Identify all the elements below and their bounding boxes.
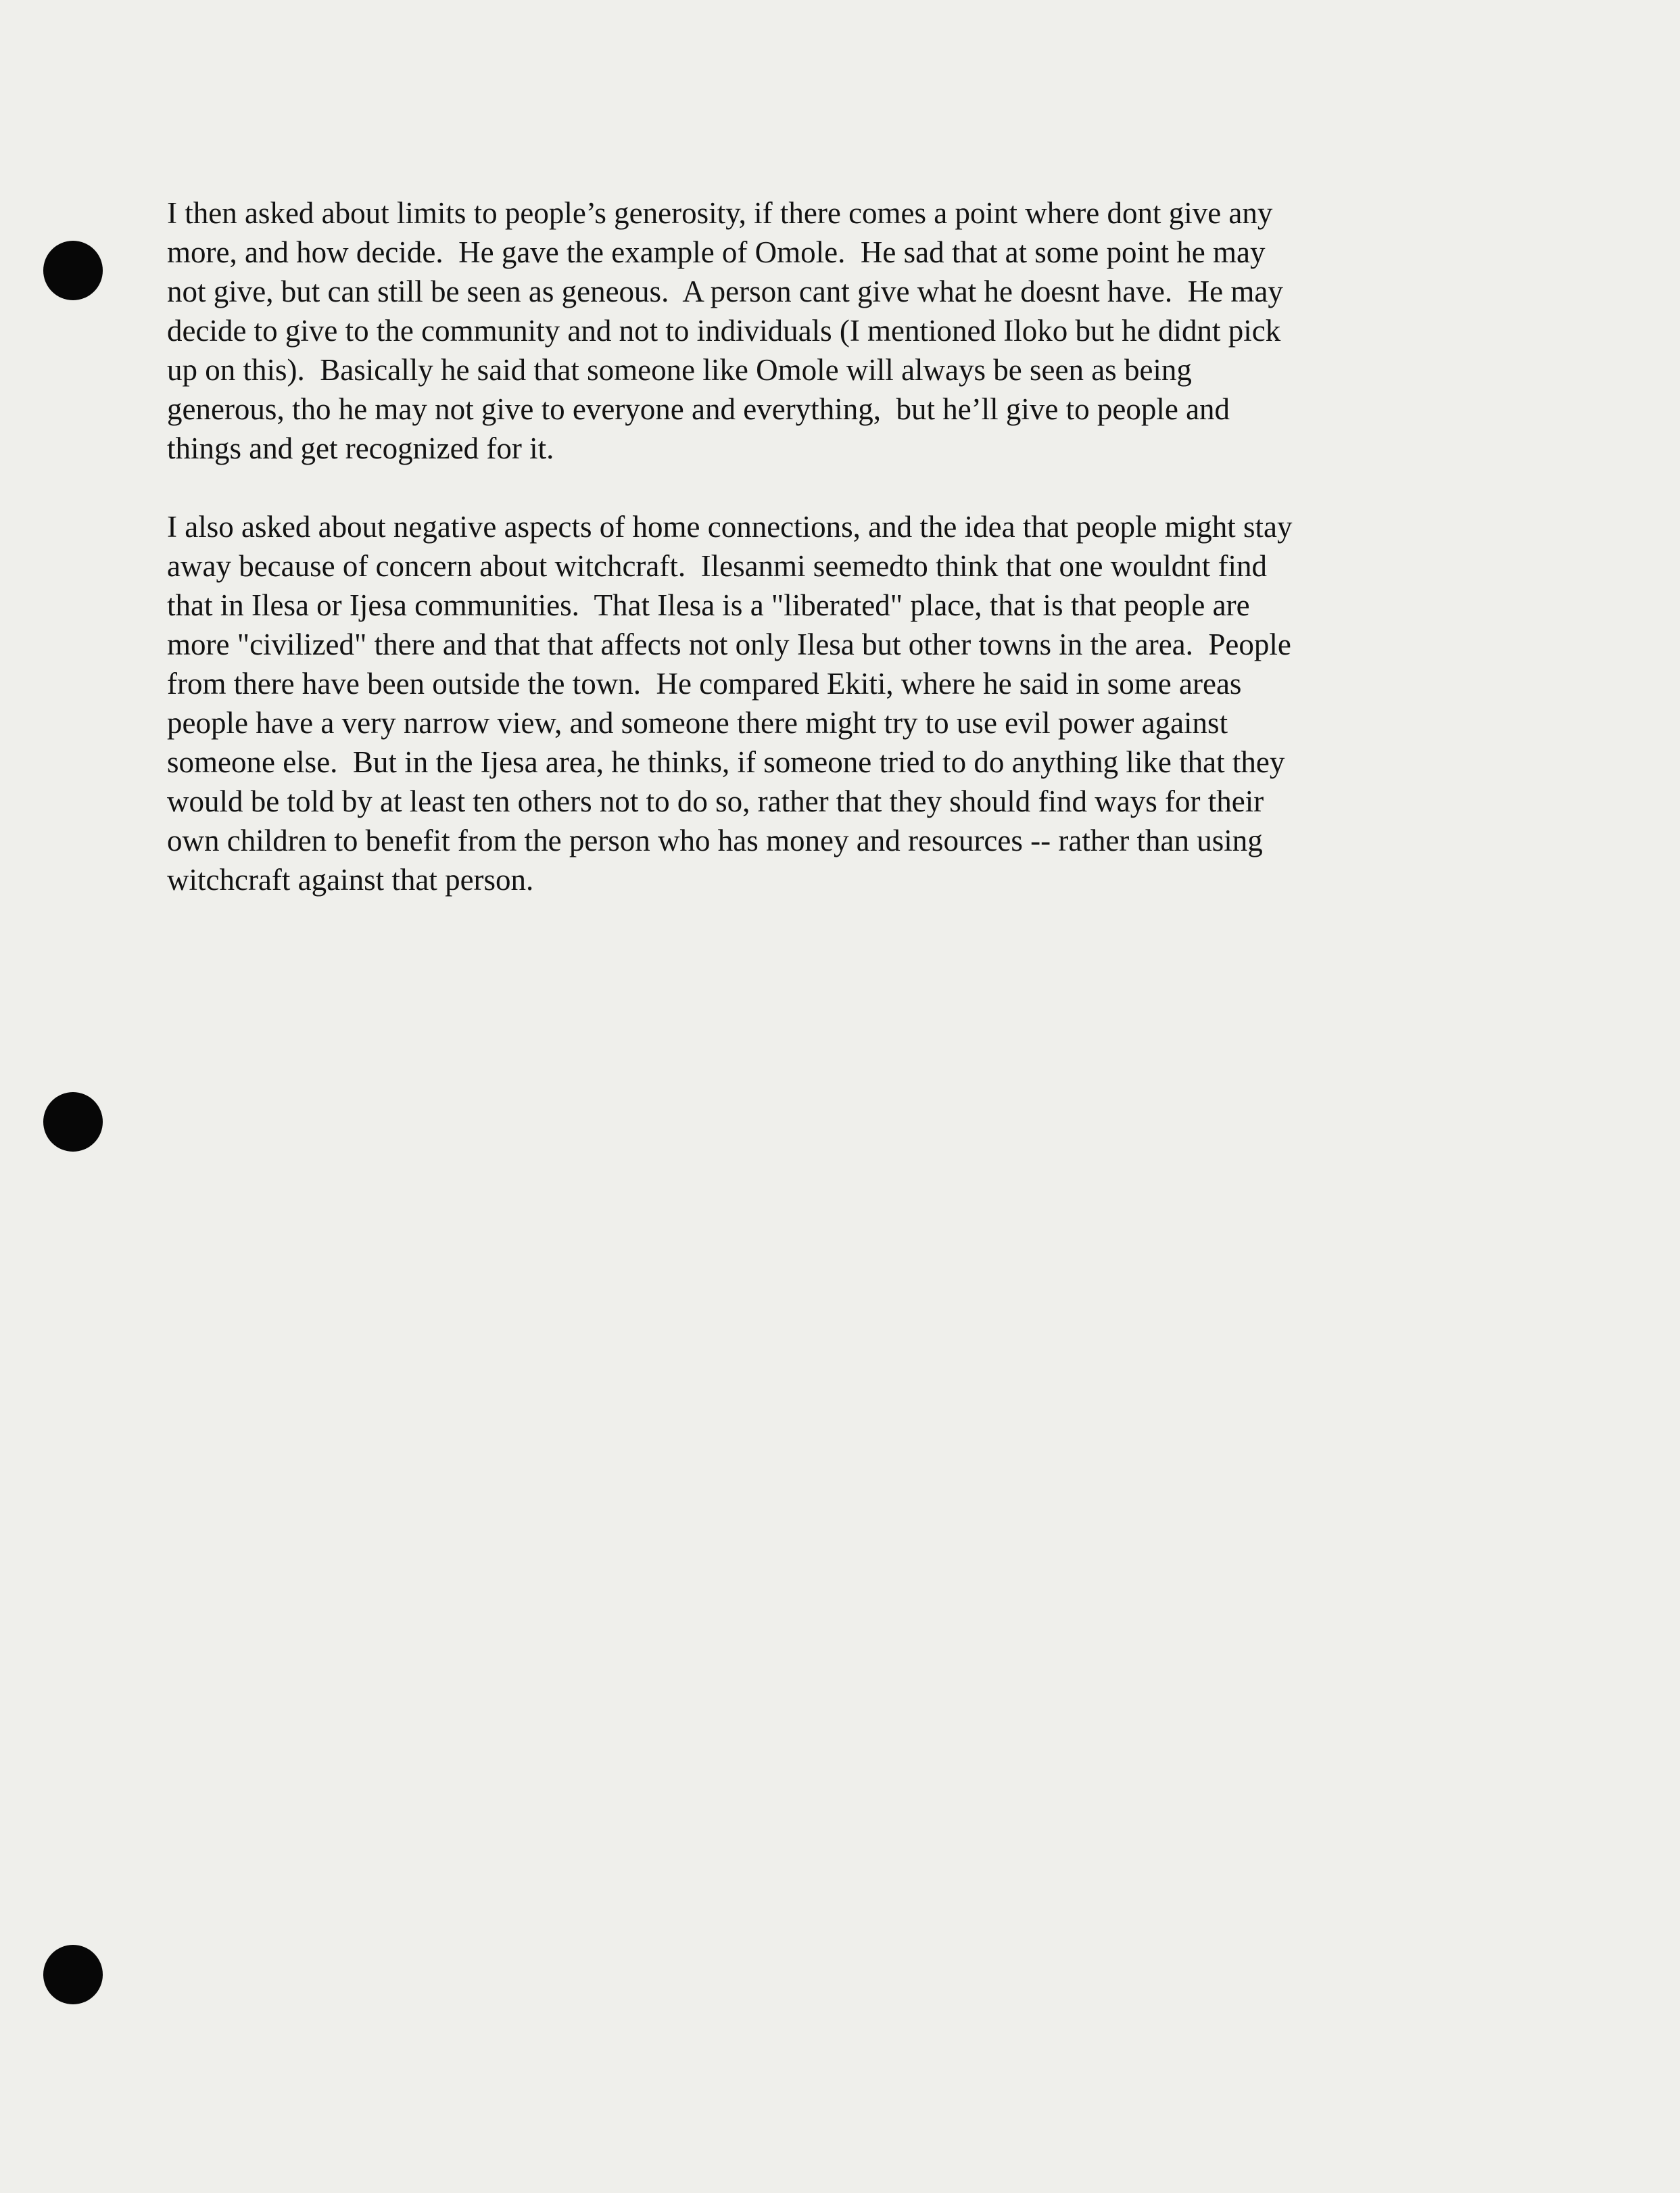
text-line: own children to benefit from the person who has money and resources -- rather than using xyxy=(167,824,1263,857)
text-line: away because of concern about witchcraft. Ilesanmi seemedto think that one wouldnt find xyxy=(167,549,1267,583)
paragraph-witchcraft xyxy=(167,507,1526,899)
document-body xyxy=(167,193,1526,899)
text-line: that in Ilesa or Ijesa communities. That Ilesa is a "liberated" place, that is that people are xyxy=(167,588,1250,622)
text-line: generous, tho he may not give to everyone and everything, but he’ll give to people and xyxy=(167,392,1230,426)
punch-hole xyxy=(43,1092,103,1152)
text-line: not give, but can still be seen as geneous. A person cant give what he doesnt have. He may xyxy=(167,275,1283,308)
text-line: things and get recognized for it. xyxy=(167,431,554,465)
text-line: witchcraft against that person. xyxy=(167,863,534,897)
text-line: up on this). Basically he said that someone like Omole will always be seen as being xyxy=(167,353,1192,387)
text-line: decide to give to the community and not to individuals (I mentioned Iloko but he didnt pick xyxy=(167,314,1281,348)
punch-hole xyxy=(43,241,103,300)
text-line: would be told by at least ten others not to do so, rather that they should find ways for their xyxy=(167,784,1264,818)
text-line: someone else. But in the Ijesa area, he thinks, if someone tried to do anything like that they xyxy=(167,745,1285,779)
punch-hole xyxy=(43,1945,103,2004)
text-line: I also asked about negative aspects of home connections, and the idea that people might stay xyxy=(167,510,1293,544)
paragraph-generosity xyxy=(167,193,1526,468)
text-line: people have a very narrow view, and someone there might try to use evil power against xyxy=(167,706,1228,740)
paragraph-spacer xyxy=(167,468,1526,507)
text-line: more, and how decide. He gave the example of Omole. He sad that at some point he may xyxy=(167,235,1266,269)
text-line: more "civilized" there and that that affects not only Ilesa but other towns in the area. People xyxy=(167,628,1291,661)
text-line: from there have been outside the town. He compared Ekiti, where he said in some areas xyxy=(167,667,1242,701)
text-line: I then asked about limits to people’s generosity, if there comes a point where dont give any xyxy=(167,196,1273,230)
